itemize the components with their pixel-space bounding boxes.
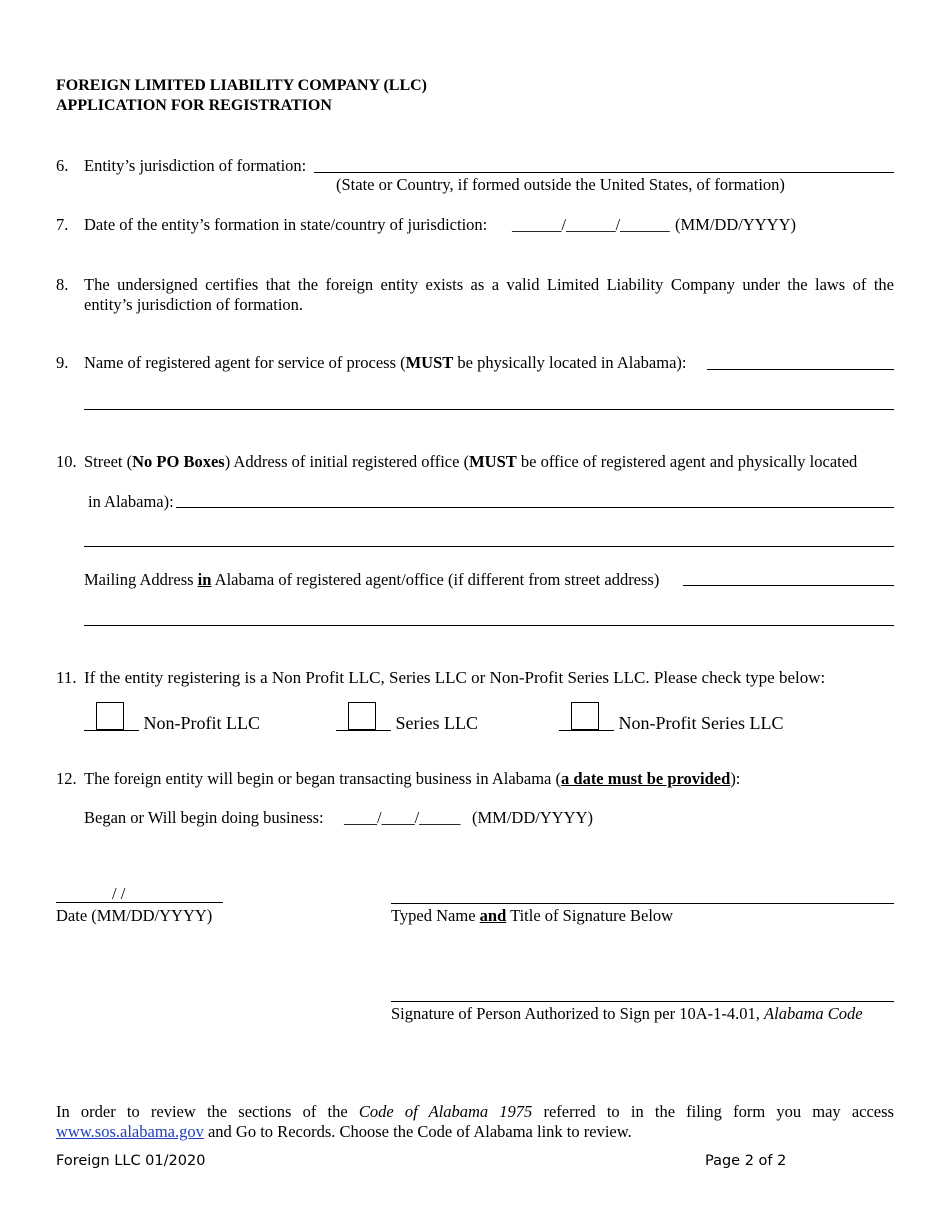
option-non-profit-series-llc[interactable] [559,706,783,734]
form-title-line1: FOREIGN LIMITED LIABILITY COMPANY (LLC) [56,77,427,94]
item10-label-line2: in Alabama): [88,492,174,511]
item7-label: Date of the entity’s formation in state/country of jurisdiction: [84,215,488,234]
form-title-line2: APPLICATION FOR REGISTRATION [56,97,332,114]
signature-date-label: Date (MM/DD/YYYY) [56,906,213,925]
note-line2: www.sos.alabama.gov and Go to Records. Choose the Code of Alabama link to review. [56,1122,632,1141]
formation-date-input[interactable]: ______/______/______ [512,215,670,234]
item10-number: 10. [56,452,77,471]
jurisdiction-input-line[interactable] [314,172,894,173]
note-line1: In order to review the sections of the Code of Alabama 1975 referred to in the filing form you may access [56,1102,894,1121]
non-profit-llc-checkbox[interactable] [96,702,124,730]
mailing-address-input-line2[interactable] [84,625,894,626]
item8-line1: The undersigned certifies that the foreign entity exists as a valid Limited Liability Company under the laws of the [84,275,894,294]
non-profit-llc-label: Non-Profit LLC [143,713,260,733]
item12-number: 12. [56,769,77,788]
non-profit-series-llc-label: Non-Profit Series LLC [618,713,784,733]
item6-number: 6. [56,156,69,175]
item9-number: 9. [56,353,69,372]
item6-hint: (State or Country, if formed outside the United States, of formation) [336,175,785,194]
begin-business-date-input[interactable]: ____/____/_____ [344,808,461,827]
street-address-input-line[interactable] [176,507,894,508]
sos-website-link[interactable]: www.sos.alabama.gov [56,1122,204,1141]
item7-format: (MM/DD/YYYY) [675,215,796,234]
item11-number: 11. [56,668,77,687]
item6-label: Entity’s jurisdiction of formation: [84,156,307,175]
signature-date-input[interactable]: / / [112,884,126,903]
typed-name-label: Typed Name and Title of Signature Below [391,906,674,925]
street-address-input-line2[interactable] [84,546,894,547]
option-series-llc[interactable] [336,706,478,734]
begin-business-label: Began or Will begin doing business: [84,808,324,827]
signature-label: Signature of Person Authorized to Sign per 10A-1-4.01, Alabama Code [391,1004,863,1023]
footer-page-number: Page 2 of 2 [705,1153,787,1169]
agent-name-input-line2[interactable] [84,409,894,410]
mailing-address-input-line[interactable] [683,585,894,586]
item10-label: Street (No PO Boxes) Address of initial registered office (MUST be office of registered agent and physically located [84,452,858,471]
typed-name-input-line[interactable] [391,903,894,904]
item9-label: Name of registered agent for service of process (MUST be physically located in Alabama): [84,353,687,372]
item8-line2: entity’s jurisdiction of formation. [84,295,304,314]
item12-format: (MM/DD/YYYY) [472,808,593,827]
agent-name-input-line[interactable] [707,369,894,370]
item7-number: 7. [56,215,69,234]
footer-form-id: Foreign LLC 01/2020 [56,1153,206,1169]
option-non-profit-llc[interactable] [84,706,260,734]
signature-input-line[interactable] [391,1001,894,1002]
item11-label: If the entity registering is a Non Profit LLC, Series LLC or Non-Profit Series LLC. Please check type below: [84,668,826,687]
non-profit-series-llc-checkbox[interactable] [571,702,599,730]
item8-number: 8. [56,275,69,294]
item12-label: The foreign entity will begin or began transacting business in Alabama (a date must be provided): [84,769,741,788]
mailing-address-label: Mailing Address in Alabama of registered agent/office (if different from street address) [84,570,660,589]
series-llc-label: Series LLC [395,713,478,733]
series-llc-checkbox[interactable] [348,702,376,730]
signature-date-line[interactable] [56,902,223,903]
